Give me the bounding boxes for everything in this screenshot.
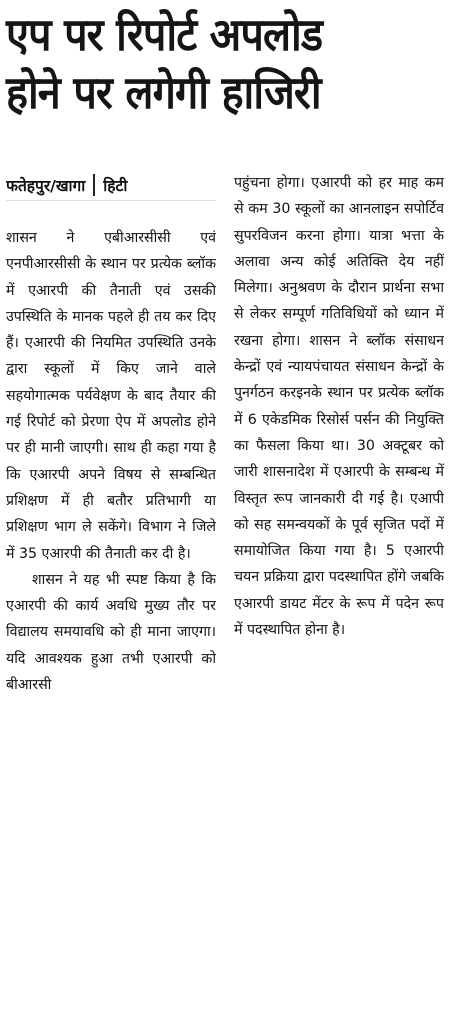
article-paragraph-2: शासन ने यह भी स्पष्ट किया है कि एआरपी की कार्य अवधि मुख्य तौर पर विद्यालय समयावधि को ही माना जाएगा। यदि आवश्यक हुआ तभी एआरपी को बीआरसी: [6, 571, 216, 694]
dateline: [6, 170, 216, 201]
article-headline: [6, 0, 444, 122]
article-paragraph-3: पहुंचना होगा। एआरपी को हर माह कम से कम 30 स्कूलों का आनलाइन सपोर्टिव सुपरविजन करना होगा। यात्रा भत्ता के अलावा अन्य कोई अतिक्ति देय नहीं मिलेगा। अनुश्रवण के दौरान प्रार्थना सभा से लेकर सम्पूर्ण गतिविधियों को ध्यान में रखना होगा। शासन ने ब्लॉक संसाधन केन्द्रों एवं न्यायपंचायत संसाधन केन्द्रों के पुनर्गठन करइनके स्थान पर प्रत्येक ब्लॉक में 6 एकेडमिक रिसोर्स पर्सन की नियुक्ति का फैसला किया था। 30 अक्टूबर को जारी शासनादेश में एआरपी के सम्बन्ध में विस्तृत रूप जानकारी दी गई है। एआपी को सह समन्वयकों के पूर्व सृजित पदों में समायोजित किया गया है। 5 एआरपी चयन प्रक्रिया द्वारा पदस्थापित होंगे जबकि एआरपी डायट मेंटर के रूप में पदेन रूप में पदस्थापित होना है।: [234, 175, 444, 639]
dateline-separator: [93, 174, 95, 196]
dateline-location: फतेहपुर/खागा: [6, 177, 86, 195]
article-column-left: [6, 170, 216, 1030]
article-column-right: [234, 170, 444, 1030]
headline-line-1: एप पर रिपोर्ट अपलोड: [6, 8, 323, 61]
article-paragraph-1: शासन ने एबीआरसीसी एवं एनपीआरसीसी के स्थान पर प्रत्येक ब्लॉक में एआरपी की तैनाती एवं उसकी उपस्थिति के मानक पहले ही तय कर दिए हैं। एआरपी की नियमित उपस्थिति उनके द्वारा स्कूलों में किए जाने वाले सहयोगात्मक पर्यवेक्षण के बाद तैयार की गई रिपोर्ट को प्रेरणा ऐप में अपलोड होने पर ही मानी जाएगी। साथ ही कहा गया है कि एआरपी अपने विषय से सम्बन्धित प्रशिक्षण में ही बतौर प्रतिभागी या प्रशिक्षण भाग ले सकेंगे। विभाग ने जिले में 35 एआरपी की तैनाती कर दी है।: [6, 230, 216, 562]
dateline-source: हिटी: [103, 177, 128, 195]
article-body: [6, 170, 444, 1030]
headline-line-2: होने पर लगेगी हाजिरी: [6, 66, 321, 119]
